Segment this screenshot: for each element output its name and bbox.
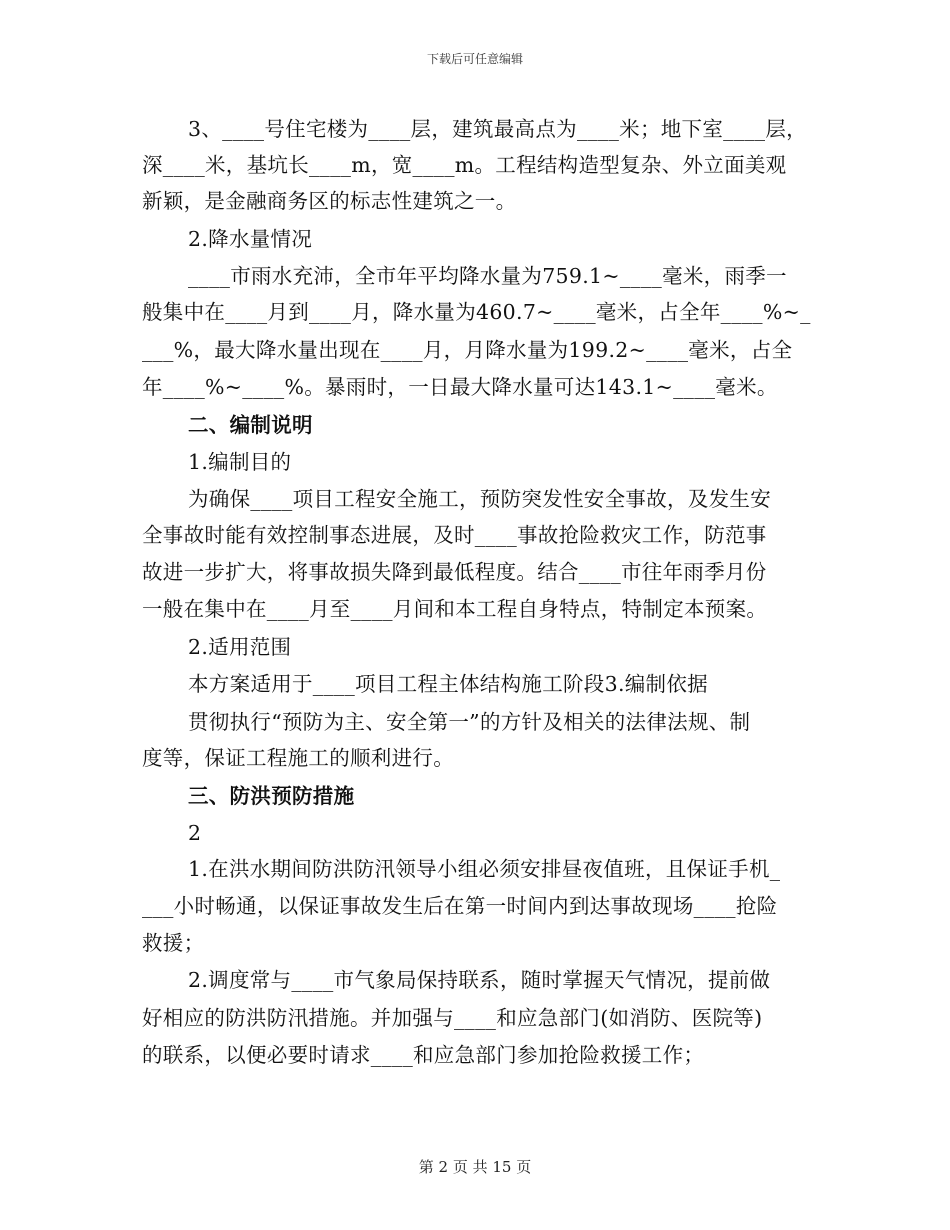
section-subheading: 1.编制目的: [188, 450, 292, 474]
section-subheading: 2.降水量情况: [188, 227, 313, 251]
paragraph-line: 3、____号住宅楼为____层，建筑最高点为____米；地下室____层，: [188, 117, 807, 141]
paragraph-line: ____市雨水充沛，全市年平均降水量为759.1~____毫米，雨季一: [188, 264, 787, 288]
paragraph-line: 为确保____项目工程安全施工，预防突发性安全事故，及发生安: [188, 487, 771, 511]
paragraph-line: 深____米，基坑长____m，宽____m。工程结构造型复杂、外立面美观: [142, 153, 787, 177]
paragraph-line: 度等，保证工程施工的顺利进行。: [142, 746, 454, 770]
paragraph-line: 般集中在____月到____月，降水量为460.7~____毫米，占全年____%~_: [142, 300, 811, 324]
section-subheading: 2.适用范围: [188, 635, 292, 659]
section-heading: 二、编制说明: [188, 413, 313, 437]
paragraph-line: 全事故时能有效控制事态进展，及时____事故抢险救灾工作，防范事: [142, 523, 767, 547]
paragraph-line: 贯彻执行“预防为主、安全第一”的方针及相关的法律法规、制: [188, 710, 751, 734]
paragraph-line: 救援；: [142, 931, 205, 955]
paragraph-line: 2.调度常与____市气象局保持联系，随时掌握天气情况，提前做: [188, 968, 771, 992]
page-footer: 第 2 页 共 15 页: [418, 1158, 532, 1176]
paragraph-line: 1.在洪水期间防洪防汛领导小组必须安排昼夜值班，且保证手机_: [188, 857, 781, 881]
paragraph-line: ___%，最大降水量出现在____月，月降水量为199.2~____毫米，占全: [142, 338, 793, 362]
paragraph-line: 好相应的防洪防汛措施。并加强与____和应急部门(如消防、医院等): [142, 1006, 763, 1030]
paragraph-line: 新颖，是金融商务区的标志性建筑之一。: [142, 189, 517, 213]
section-heading: 三、防洪预防措施: [188, 784, 355, 808]
paragraph-line: 本方案适用于____项目工程主体结构施工阶段3.编制依据: [188, 672, 708, 696]
paragraph-line: ___小时畅通，以保证事故发生后在第一时间内到达事故现场____抢险: [142, 894, 778, 918]
paragraph-line: 一般在集中在____月至____月间和本工程自身特点，特制定本预案。: [142, 597, 768, 621]
paragraph-line: 的联系，以便必要时请求____和应急部门参加抢险救援工作；: [142, 1043, 705, 1067]
paragraph-line: 2: [188, 821, 202, 845]
paragraph-line: 故进一步扩大，将事故损失降到最低程度。结合____市往年雨季月份: [142, 560, 767, 584]
paragraph-line: 年____%~____%。暴雨时，一日最大降水量可达143.1~____毫米。: [142, 375, 778, 399]
page-header: 下载后可任意编辑: [426, 52, 523, 66]
